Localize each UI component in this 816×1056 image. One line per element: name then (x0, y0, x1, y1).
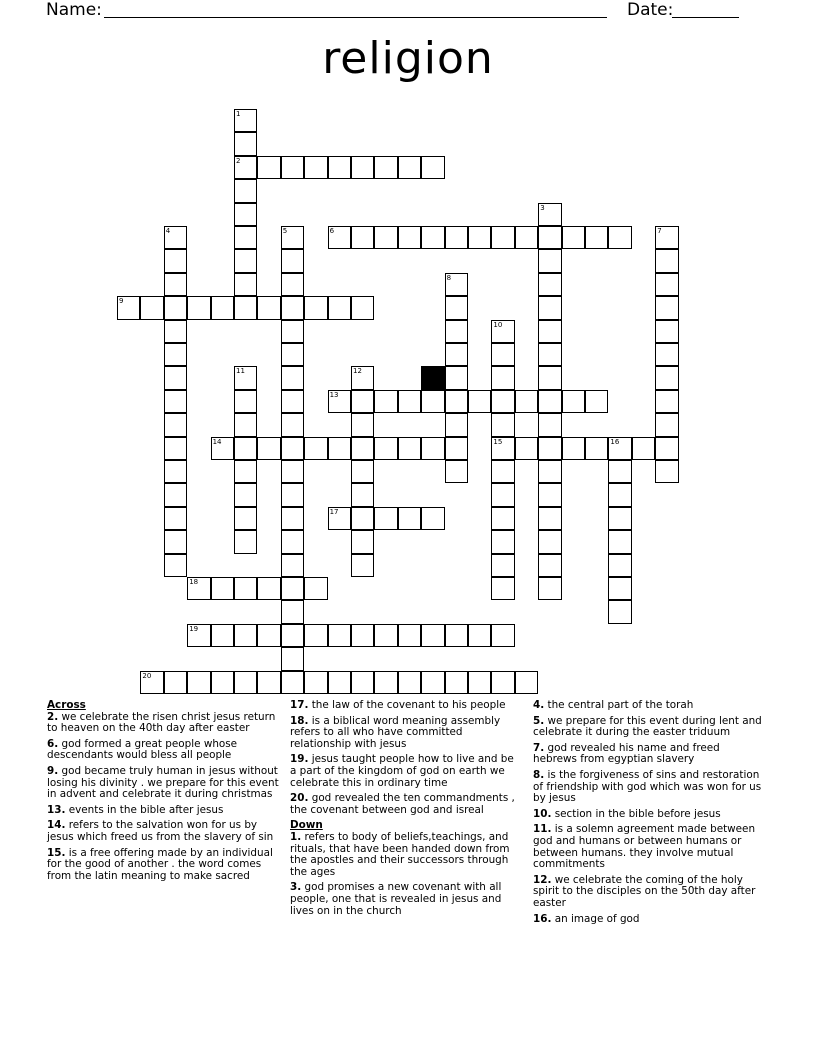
clue-item-text: jesus taught people how to live and be a part of the kingdom of god on earth we celebrate this in ordinary time (290, 753, 514, 789)
grid-cell[interactable] (164, 530, 187, 553)
grid-cell[interactable] (351, 507, 374, 530)
grid-cell[interactable] (608, 460, 631, 483)
grid-cell[interactable] (187, 577, 210, 600)
grid-cell[interactable] (491, 507, 514, 530)
grid-cell[interactable] (281, 320, 304, 343)
clue-number: 14 (212, 437, 222, 446)
grid-cell[interactable] (491, 320, 514, 343)
clue-number: 13 (329, 390, 339, 399)
grid-cell[interactable] (374, 624, 397, 647)
clue-item-number: 10. (533, 807, 552, 820)
grid-cell[interactable] (234, 179, 257, 202)
grid-cell[interactable] (421, 156, 444, 179)
grid-cell[interactable] (445, 437, 468, 460)
grid-cell[interactable] (281, 437, 304, 460)
grid-cell[interactable] (491, 554, 514, 577)
grid-cell[interactable] (281, 600, 304, 623)
grid-cell[interactable] (281, 460, 304, 483)
grid-cell[interactable] (421, 507, 444, 530)
clue-item-text: god promises a new covenant with all people, one that is revealed in jesus and lives on in the church (290, 881, 502, 917)
clue-item (290, 754, 522, 789)
clue-number: 10 (493, 320, 503, 329)
grid-cell[interactable] (538, 273, 561, 296)
name-label: Name: (46, 0, 102, 20)
grid-cell[interactable] (281, 554, 304, 577)
grid-cell[interactable] (304, 437, 327, 460)
grid-cell[interactable] (445, 273, 468, 296)
clues-column-2 (290, 700, 522, 921)
grid-cell[interactable] (608, 554, 631, 577)
grid-cell[interactable] (211, 624, 234, 647)
grid-cell[interactable] (234, 203, 257, 226)
grid-cell[interactable] (351, 460, 374, 483)
clue-item-text: the central part of the torah (544, 699, 694, 711)
clue-item-text: god formed a great people whose descendants would bless all people (47, 737, 238, 762)
grid-cell[interactable] (281, 577, 304, 600)
clue-item-number: 11. (533, 823, 552, 836)
grid-cell[interactable] (211, 671, 234, 694)
clue-item (533, 914, 765, 926)
grid-cell[interactable] (608, 530, 631, 553)
across-clue-list (47, 712, 283, 883)
grid-cell[interactable] (655, 413, 678, 436)
grid-cell[interactable] (281, 296, 304, 319)
grid-cell[interactable] (538, 554, 561, 577)
grid-cell[interactable] (140, 296, 163, 319)
grid-cell[interactable] (608, 483, 631, 506)
clue-number: 16 (610, 437, 620, 446)
clue-item-text: we prepare for this event during lent and celebrate it during the easter triduum (533, 714, 762, 739)
grid-cell[interactable] (328, 437, 351, 460)
grid-cell[interactable] (445, 671, 468, 694)
clue-item-number: 18. (290, 714, 309, 727)
clue-item-text: is a free offering made by an individual for the good of another . the word comes from the latin meaning to make sacred (47, 846, 273, 882)
grid-cell[interactable] (585, 226, 608, 249)
grid-cell[interactable] (281, 624, 304, 647)
clue-item-number: 5. (533, 714, 545, 727)
grid-cell[interactable] (281, 530, 304, 553)
clue-item-number: 6. (47, 737, 59, 750)
clue-item-text: god became truly human in jesus without losing his divinity . we prepare for this event in advent and celebrate it during christmas (47, 764, 279, 801)
grid-cell[interactable] (234, 273, 257, 296)
puzzle-title: religion (322, 33, 494, 84)
clue-item-number: 8. (533, 768, 545, 781)
clue-item-text: god revealed his name and freed hebrews from egyptian slavery (533, 741, 720, 766)
grid-cell[interactable] (234, 483, 257, 506)
clue-item (533, 716, 765, 739)
grid-cell[interactable] (164, 226, 187, 249)
clue-number: 3 (540, 203, 545, 212)
grid-cell[interactable] (515, 671, 538, 694)
grid-cell[interactable] (562, 390, 585, 413)
grid-cell[interactable] (164, 413, 187, 436)
grid-cell[interactable] (257, 296, 280, 319)
clue-item (47, 820, 283, 843)
grid-cell[interactable] (351, 366, 374, 389)
grid-cell[interactable] (655, 226, 678, 249)
grid-cell[interactable] (445, 413, 468, 436)
grid-cell[interactable] (211, 437, 234, 460)
grid-cell[interactable] (257, 156, 280, 179)
grid-cell[interactable] (398, 437, 421, 460)
grid-cell[interactable] (164, 554, 187, 577)
grid-cell[interactable] (117, 296, 140, 319)
grid-cell[interactable] (421, 226, 444, 249)
grid-cell[interactable] (538, 296, 561, 319)
grid-cell[interactable] (538, 320, 561, 343)
down-clue-list-cont (533, 700, 765, 925)
grid-cell[interactable] (398, 390, 421, 413)
clue-item-text: refers to the salvation won for us by jesus which freed us from the slavery of sin (47, 819, 274, 843)
grid-cell[interactable] (538, 413, 561, 436)
grid-cell[interactable] (421, 390, 444, 413)
grid-cell[interactable] (374, 671, 397, 694)
clue-item (290, 716, 522, 751)
grid-cell[interactable] (281, 483, 304, 506)
grid-cell[interactable] (608, 437, 631, 460)
grid-cell[interactable] (608, 577, 631, 600)
clue-item-number: 13. (47, 803, 66, 816)
grid-cell[interactable] (515, 437, 538, 460)
grid-cell[interactable] (351, 530, 374, 553)
grid-cell[interactable] (351, 671, 374, 694)
grid-cell[interactable] (585, 437, 608, 460)
clue-item-text: god revealed the ten commandments , the covenant between god and isreal (290, 792, 515, 816)
clue-item-text: refers to body of beliefs,teachings, and rituals, that have been handed down from the apostles and their successors through the ages (290, 830, 510, 878)
grid-cell[interactable] (328, 226, 351, 249)
grid-cell[interactable] (655, 296, 678, 319)
clue-item-number: 4. (533, 699, 545, 711)
grid-cell[interactable] (234, 296, 257, 319)
grid-cell[interactable] (398, 624, 421, 647)
grid-cell[interactable] (328, 671, 351, 694)
grid-cell[interactable] (608, 226, 631, 249)
grid-cell[interactable] (234, 507, 257, 530)
grid-cell[interactable] (421, 437, 444, 460)
grid-cell[interactable] (164, 273, 187, 296)
grid-cell[interactable] (515, 390, 538, 413)
clue-item (533, 824, 765, 870)
grid-cell[interactable] (234, 132, 257, 155)
down-clue-list (290, 832, 522, 917)
grid-cell[interactable] (421, 671, 444, 694)
grid-cell[interactable] (351, 554, 374, 577)
grid-cell[interactable] (351, 437, 374, 460)
grid-cell[interactable] (491, 671, 514, 694)
clue-number: 2 (236, 156, 241, 165)
grid-cell[interactable] (234, 109, 257, 132)
clue-number: 4 (165, 227, 171, 235)
grid-cell[interactable] (538, 437, 561, 460)
grid-cell[interactable] (468, 226, 491, 249)
grid-cell[interactable] (445, 624, 468, 647)
grid-cell[interactable] (655, 249, 678, 272)
grid-cell[interactable] (445, 226, 468, 249)
grid-cell[interactable] (304, 296, 327, 319)
grid-cell[interactable] (632, 437, 655, 460)
grid-cell[interactable] (398, 156, 421, 179)
grid-cell[interactable] (538, 343, 561, 366)
grid-cell[interactable] (655, 320, 678, 343)
grid-cell[interactable] (164, 296, 187, 319)
grid-cell[interactable] (164, 390, 187, 413)
grid-cell[interactable] (304, 577, 327, 600)
clue-item-number: 1. (290, 830, 302, 843)
grid-cell[interactable] (538, 249, 561, 272)
grid-cell[interactable] (281, 273, 304, 296)
across-heading: Across (47, 699, 86, 711)
clue-item-number: 16. (533, 912, 552, 925)
grid-cell[interactable] (304, 156, 327, 179)
grid-cell[interactable] (374, 156, 397, 179)
grid-cell[interactable] (445, 296, 468, 319)
grid-cell[interactable] (655, 273, 678, 296)
grid-cell[interactable] (374, 437, 397, 460)
grid-cell[interactable] (468, 671, 491, 694)
grid-cell[interactable] (445, 320, 468, 343)
grid-cell[interactable] (257, 624, 280, 647)
grid-cell[interactable] (491, 460, 514, 483)
grid-cell[interactable] (164, 320, 187, 343)
grid-cell[interactable] (211, 577, 234, 600)
grid-cell[interactable] (234, 624, 257, 647)
grid-cell[interactable] (351, 156, 374, 179)
grid-cell[interactable] (491, 437, 514, 460)
clue-number: 17 (329, 507, 339, 516)
grid-cell[interactable] (257, 577, 280, 600)
grid-cell[interactable] (328, 296, 351, 319)
clue-item-number: 7. (533, 741, 545, 754)
grid-cell[interactable] (304, 671, 327, 694)
grid-cell[interactable] (281, 343, 304, 366)
clue-item (533, 770, 765, 805)
grid-cell[interactable] (187, 671, 210, 694)
grid-cell[interactable] (234, 437, 257, 460)
grid-cell[interactable] (491, 530, 514, 553)
grid-cell[interactable] (491, 390, 514, 413)
grid-cell[interactable] (445, 343, 468, 366)
clue-item (290, 882, 522, 917)
grid-cell[interactable] (374, 226, 397, 249)
grid-cell[interactable] (351, 390, 374, 413)
grid-cell[interactable] (164, 343, 187, 366)
clue-number: 5 (282, 227, 288, 235)
grid-cell[interactable] (234, 671, 257, 694)
grid-cell[interactable] (608, 507, 631, 530)
clue-item-number: 17. (290, 699, 309, 711)
grid-cell[interactable] (374, 507, 397, 530)
clue-number: 8 (446, 273, 452, 282)
grid-cell[interactable] (281, 671, 304, 694)
grid-cell[interactable] (281, 413, 304, 436)
grid-cell[interactable] (164, 437, 187, 460)
grid-cell[interactable] (445, 390, 468, 413)
down-heading: Down (290, 819, 323, 832)
grid-cell[interactable] (234, 390, 257, 413)
grid-cell[interactable] (538, 203, 561, 226)
clue-item-text: is a biblical word meaning assembly refers to all who have committed relationship with jesus (290, 714, 501, 750)
clue-item (533, 809, 765, 821)
clue-item-number: 3. (290, 881, 302, 894)
grid-cell[interactable] (538, 577, 561, 600)
clue-number: 6 (329, 227, 335, 235)
clue-item-text: an image of god (551, 912, 640, 925)
grid-cell[interactable] (234, 366, 257, 389)
grid-cell[interactable] (562, 226, 585, 249)
grid-cell[interactable] (211, 296, 234, 319)
clue-number: 9 (119, 297, 124, 306)
grid-cell[interactable] (234, 249, 257, 272)
grid-cell[interactable] (281, 226, 304, 249)
grid-cell[interactable] (234, 226, 257, 249)
clues-column-3 (533, 700, 765, 929)
grid-cell[interactable] (328, 156, 351, 179)
grid-cell[interactable] (234, 577, 257, 600)
clue-item (47, 739, 283, 762)
clue-item-number: 19. (290, 753, 309, 766)
grid-cell[interactable] (655, 366, 678, 389)
grid-cell[interactable] (468, 624, 491, 647)
clue-number: 12 (353, 367, 362, 376)
grid-cell[interactable] (608, 600, 631, 623)
grid-cell[interactable] (187, 296, 210, 319)
grid-cell[interactable] (281, 366, 304, 389)
clue-number: 1 (236, 110, 241, 118)
grid-cell[interactable] (445, 366, 468, 389)
grid-cell[interactable] (304, 624, 327, 647)
grid-cell[interactable] (281, 647, 304, 670)
grid-cell[interactable] (491, 343, 514, 366)
grid-cell[interactable] (164, 249, 187, 272)
grid-cell[interactable] (374, 390, 397, 413)
clue-item-number: 9. (47, 764, 59, 777)
clue-item (290, 700, 522, 712)
grid-cell[interactable] (164, 366, 187, 389)
grid-cell[interactable] (398, 671, 421, 694)
grid-cell[interactable] (538, 366, 561, 389)
clue-item-number: 20. (290, 792, 309, 805)
grid-cell[interactable] (351, 624, 374, 647)
grid-cell[interactable] (398, 226, 421, 249)
date-label: Date: (627, 0, 674, 20)
across-clue-list-cont (290, 700, 522, 816)
clue-item (47, 848, 283, 883)
grid-cell[interactable] (257, 671, 280, 694)
grid-cell[interactable] (257, 437, 280, 460)
grid-cell[interactable] (351, 413, 374, 436)
grid-cell[interactable] (538, 390, 561, 413)
grid-cell[interactable] (328, 624, 351, 647)
grid-cell[interactable] (538, 460, 561, 483)
clue-number: 7 (657, 227, 662, 235)
grid-cell[interactable] (187, 624, 210, 647)
clue-item (47, 805, 283, 817)
grid-cell[interactable] (538, 226, 561, 249)
grid-cell[interactable] (468, 390, 491, 413)
clue-item-number: 2. (47, 710, 59, 723)
grid-cell[interactable] (281, 249, 304, 272)
grid-cell[interactable] (655, 460, 678, 483)
grid-cell[interactable] (655, 343, 678, 366)
grid-cell[interactable] (140, 671, 163, 694)
grid-cell[interactable] (445, 460, 468, 483)
grid-cell[interactable] (538, 483, 561, 506)
grid-cell[interactable] (164, 507, 187, 530)
grid-cell[interactable] (491, 624, 514, 647)
grid-cell[interactable] (491, 483, 514, 506)
clue-item-number: 15. (47, 846, 66, 859)
clue-item-text: events in the bible after jesus (65, 803, 224, 816)
grid-cell[interactable] (164, 460, 187, 483)
grid-cell[interactable] (281, 507, 304, 530)
clue-item (47, 712, 283, 735)
clue-item (533, 743, 765, 766)
grid-cell[interactable] (421, 624, 444, 647)
grid-cell[interactable] (351, 483, 374, 506)
grid-cell[interactable] (234, 530, 257, 553)
grid-cell[interactable] (281, 156, 304, 179)
clue-item-text: we celebrate the coming of the holy spirit to the disciples on the 50th day after easter (533, 873, 756, 909)
grid-cell[interactable] (655, 390, 678, 413)
black-cell (421, 366, 444, 389)
grid-cell[interactable] (351, 226, 374, 249)
clues-column-1 (47, 700, 283, 886)
grid-cell[interactable] (234, 156, 257, 179)
grid-cell[interactable] (538, 507, 561, 530)
clue-number: 15 (493, 437, 503, 446)
clue-item-text: section in the bible before jesus (551, 807, 721, 820)
grid-cell[interactable] (491, 226, 514, 249)
grid-cell[interactable] (164, 483, 187, 506)
clue-number: 20 (142, 671, 152, 680)
clue-item-number: 14. (47, 819, 66, 832)
clue-item (290, 832, 522, 878)
grid-cell[interactable] (538, 530, 561, 553)
grid-cell[interactable] (515, 226, 538, 249)
clue-item (47, 766, 283, 801)
clue-item-text: the law of the covenant to his people (308, 699, 506, 711)
grid-cell[interactable] (491, 577, 514, 600)
clue-item (533, 700, 765, 712)
grid-cell[interactable] (234, 460, 257, 483)
grid-cell[interactable] (234, 413, 257, 436)
clue-item-text: is the forgiveness of sins and restoration of friendship with god which was won for us by jesus (533, 768, 762, 805)
clue-item-number: 12. (533, 873, 552, 886)
clue-item (533, 875, 765, 910)
grid-cell[interactable] (491, 366, 514, 389)
clue-number: 18 (189, 578, 199, 586)
grid-cell[interactable] (351, 296, 374, 319)
grid-cell[interactable] (655, 437, 678, 460)
clue-item (290, 793, 522, 816)
grid-cell[interactable] (281, 390, 304, 413)
clue-item-text: is a solemn agreement made between god and humans or between humans or between humans. they involve mutual commitments (533, 823, 756, 871)
clue-number: 11 (236, 367, 245, 376)
grid-cell[interactable] (562, 437, 585, 460)
grid-cell[interactable] (585, 390, 608, 413)
grid-cell[interactable] (164, 671, 187, 694)
clue-item-text: we celebrate the risen christ jesus return to heaven on the 40th day after easter (47, 710, 276, 735)
grid-cell[interactable] (328, 507, 351, 530)
grid-cell[interactable] (491, 413, 514, 436)
clue-number: 19 (189, 624, 199, 633)
grid-cell[interactable] (398, 507, 421, 530)
grid-cell[interactable] (328, 390, 351, 413)
